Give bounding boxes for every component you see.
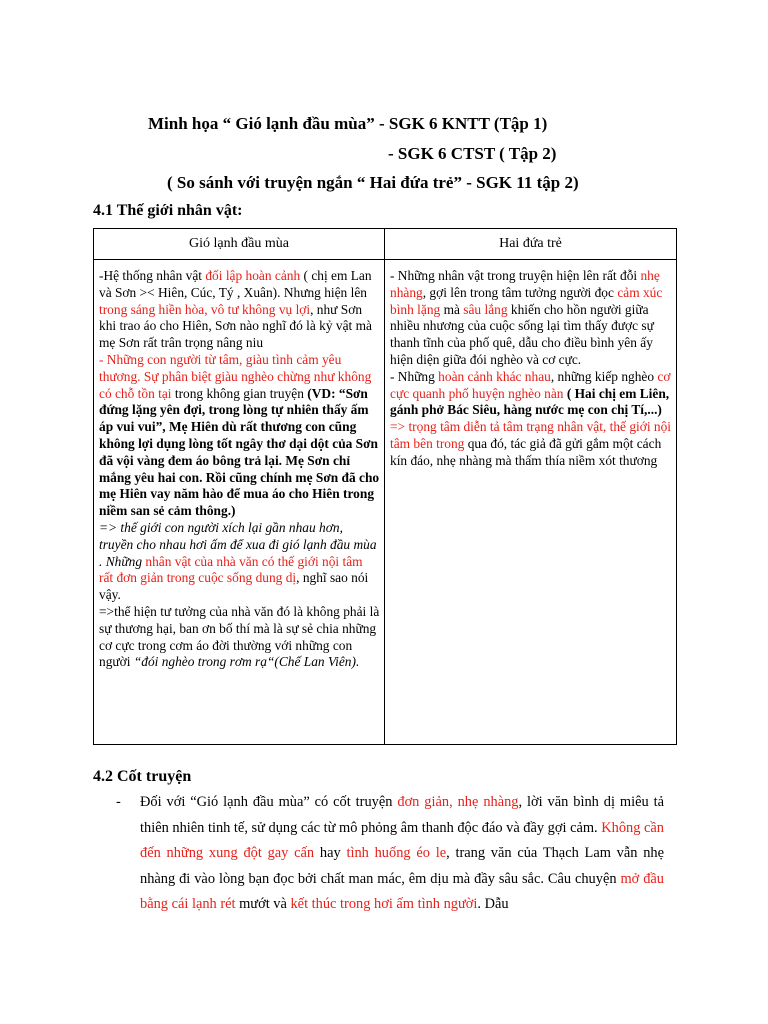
column-header-hai-dua-tre: Hai đứa trẻ — [385, 229, 677, 260]
text-run: , như Sơn khi trao áo cho Hiên, Sơn nào nghĩ đó là kỷ vật mà mẹ Sơn rất trân trọng nâng niu — [99, 301, 372, 351]
text-run: ( chị em Lan và Sơn >< Hiên, Cúc, Tý , Xuân). Nhưng hiện lên — [99, 268, 372, 300]
text-run: , lời văn bình dị miêu tả thiên nhiên tinh tế, sử dụng các từ mô phỏng âm thanh độc đáo và đầy gợi cảm. — [140, 794, 664, 836]
text-run: ( Hai chị em Liên, gánh phở Bác Siêu, hàng nước mẹ con chị Tí,...) — [390, 385, 670, 418]
text-run: -Hệ thống nhân vật — [99, 268, 206, 283]
text-run: , nghĩ sao nói vậy. — [99, 570, 369, 603]
text-run: nhẹ nhàng — [390, 268, 660, 300]
text-run: “đói nghèo trong rơm rạ“(Chế Lan Viên). — [133, 654, 360, 670]
text-run: Không cần đến những xung đột gay cấn — [140, 819, 664, 861]
table-row — [94, 260, 677, 745]
text-run: sâu lắng — [463, 301, 508, 317]
bullet-dash: - — [116, 794, 121, 810]
text-run: => trọng tâm diễn tả tâm trạng nhân vật, thế giới nội tâm bên trong — [390, 419, 672, 451]
text-run: - Những — [390, 368, 439, 384]
text-run: trong sáng hiền hòa, vô tư không vụ lợi — [99, 301, 311, 317]
text-run: đối lập hoàn cảnh — [205, 268, 301, 283]
document-title-line-1: Minh họa “ Gió lạnh đầu mùa” - SGK 6 KNTT (Tập 1) — [148, 114, 548, 133]
cell-hai-dua-tre — [385, 260, 677, 745]
text-run: , gợi lên trong tâm tưởng người đọc — [422, 284, 618, 300]
text-run: mướt và — [235, 896, 291, 912]
text-run: cơ cực quanh phố huyện nghèo nàn — [390, 368, 671, 401]
text-run: kết thúc trong hơi ấm tình người — [290, 896, 478, 912]
text-run: mở đầu bằng cái lạnh rét — [140, 870, 665, 912]
document-title-line-3: ( So sánh với truyện ngắn “ Hai đứa trẻ” - SGK 11 tập 2) — [167, 173, 579, 192]
text-run: khiến cho hồn người giữa nhiều nhương của cuộc sống lại tìm thấy được sự thanh tĩnh của phố quê, dẫu cho điều bình yên ấy hiện diện giữa đói nghèo và cơ cực. — [390, 301, 654, 367]
column-header-gio-lanh-dau-mua: Gió lạnh đầu mùa — [94, 229, 385, 260]
plot-bullet — [116, 790, 664, 918]
text-run: tình huống éo le — [346, 845, 447, 861]
text-run: =>thể hiện tư tưởng của nhà văn đó là không phải là sự thương hại, ban ơn bố thí mà là sự sẻ chia những cơ cực trong cơm áo đời thường với những con người — [99, 603, 380, 670]
text-run: . Dẫu — [477, 896, 509, 912]
text-run: qua đó, tác giả đã gửi gắm một cách kín đáo, nhẹ nhàng mà thấm thía niềm xót thương — [390, 435, 662, 468]
text-run: Đối với “Gió lạnh đầu mùa” có cốt truyện — [140, 794, 398, 810]
text-run: (VD: “Sơn đứng lặng yên đợi, trong lòng tự nhiên thấy ấm áp vui vui”, Mẹ Hiên dù rất thương con cũng không lợi dụng lòng tốt ngây thơ dại dột của Sơn đã vội vàng đem áo bông trả lại. Mẹ Sơn chỉ mắng yêu hai con. Rồi cũng chính mẹ Sơn đã cho mẹ Hiên vay năm hào để mua áo cho Hiên trong niềm san sẻ cảm thông.) — [99, 385, 380, 519]
text-run: - Những con người từ tâm, giàu tình cảm yêu thương. Sự phân biệt giàu nghèo chừng như không có chỗ tồn tại — [99, 351, 372, 401]
text-run: mà — [440, 301, 464, 317]
text-run: đơn giản, nhẹ nhàng — [397, 794, 519, 810]
section-heading-plot: 4.2 Cốt truyện — [93, 768, 192, 785]
text-run: , trang văn của Thạch Lam vẫn nhẹ nhàng đi vào lòng bạn đọc bởi chất man mác, êm dịu mà đầy sâu sắc. Câu chuyện — [140, 845, 665, 887]
document-title-line-2: - SGK 6 CTST ( Tập 2) — [388, 144, 557, 163]
text-run: => thế giới con người xích lại gần nhau hơn, truyền cho nhau hơi ấm để xua đi gió lạnh đầu mùa . Những — [99, 519, 377, 569]
text-run: cảm xúc bình lặng — [390, 284, 663, 317]
text-run: trong không gian truyện — [171, 385, 308, 401]
text-run: nhân vật của nhà văn có thế giới nội tâm rất đơn giản trong cuộc sống dung dị — [99, 553, 363, 586]
table-header-row — [94, 229, 677, 260]
comparison-table — [93, 228, 677, 745]
plot-paragraph — [140, 790, 664, 918]
cell-gio-lanh-dau-mua — [94, 260, 385, 745]
section-heading-characters: 4.1 Thế giới nhân vật: — [93, 202, 243, 219]
text-run: hoàn cảnh khác nhau — [438, 368, 551, 384]
text-run: hay — [314, 845, 347, 861]
text-run: - Những nhân vật trong truyện hiện lên rất đỗi — [390, 268, 641, 283]
text-run: , những kiếp nghèo — [550, 368, 658, 384]
